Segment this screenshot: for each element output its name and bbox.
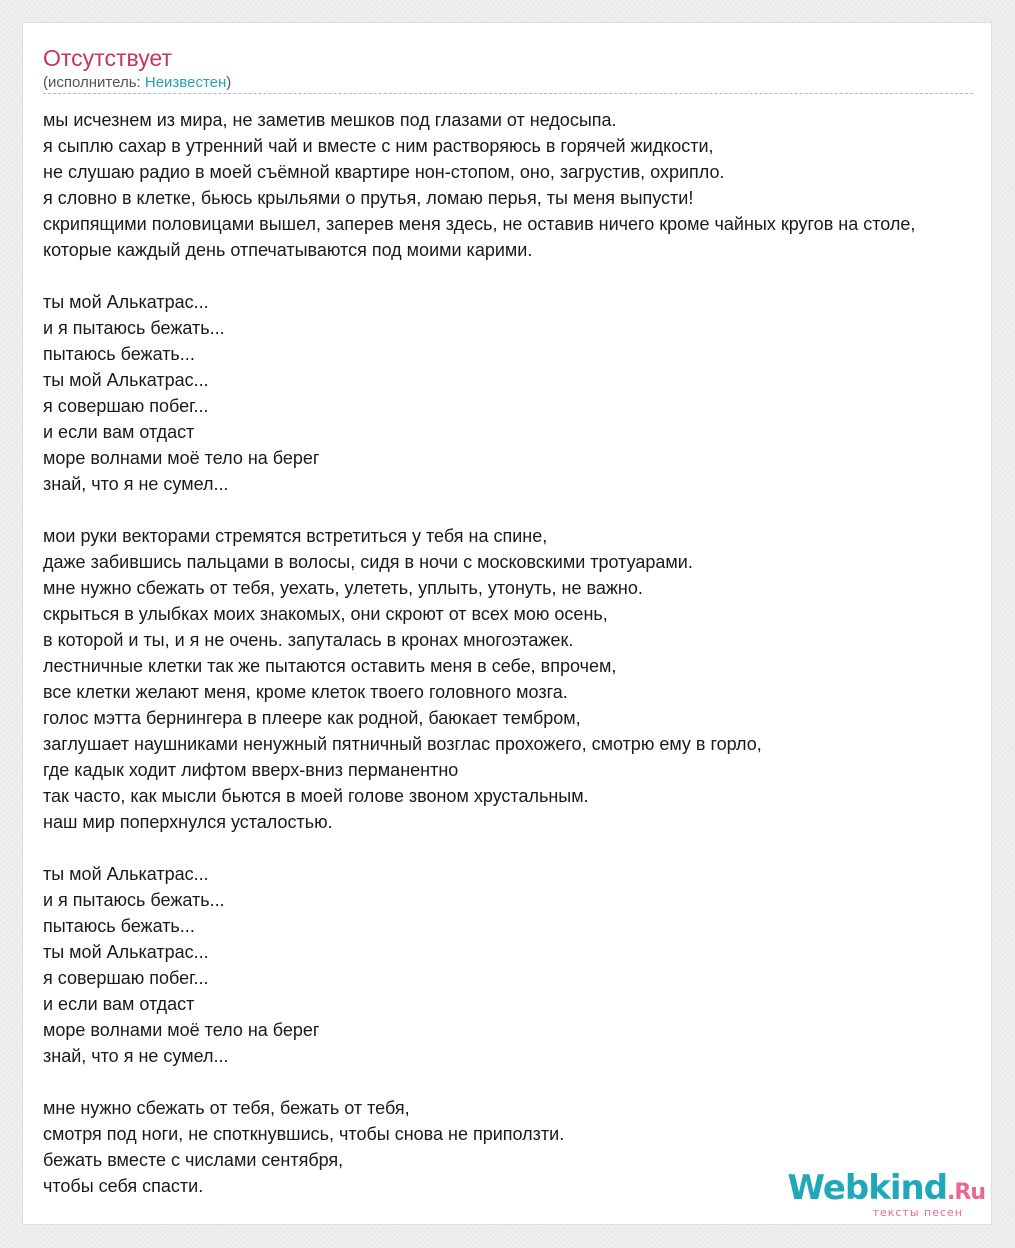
lyrics-line: я словно в клетке, бьюсь крыльями о прутья, ломаю перья, ты меня выпусти!	[43, 188, 694, 208]
lyrics-line: бежать вместе с числами сентября,	[43, 1150, 344, 1170]
lyrics-line: лестничные клетки так же пытаются оставить меня в себе, впрочем,	[43, 656, 617, 676]
lyrics-line: пытаюсь бежать...	[43, 344, 195, 364]
lyrics-line: и я пытаюсь бежать...	[43, 318, 225, 338]
lyrics-line: мои руки векторами стремятся встретиться у тебя на спине,	[43, 526, 548, 546]
lyrics-line: заглушает наушниками ненужный пятничный возглас прохожего, смотрю ему в горло,	[43, 734, 762, 754]
lyrics-line: смотря под ноги, не споткнувшись, чтобы снова не приползти.	[43, 1124, 565, 1144]
lyrics-line: ты мой Алькатрас...	[43, 292, 209, 312]
logo-name: Webkind	[787, 1168, 948, 1208]
lyrics-card	[22, 22, 992, 1225]
lyrics-blank-line	[43, 835, 992, 861]
lyrics-line: чтобы себя спасти.	[43, 1176, 204, 1196]
lyrics-line: скрипящими половицами вышел, заперев меня здесь, не оставив ничего кроме чайных кругов на столе,	[43, 214, 916, 234]
lyrics-text	[43, 107, 992, 1199]
lyrics-line: ты мой Алькатрас...	[43, 942, 209, 962]
lyrics-blank-line	[43, 497, 992, 523]
lyrics-line: и если вам отдаст	[43, 994, 195, 1014]
artist-suffix: )	[226, 74, 232, 91]
lyrics-line: мы исчезнем из мира, не заметив мешков под глазами от недосыпа.	[43, 110, 617, 130]
lyrics-line: ты мой Алькатрас...	[43, 864, 209, 884]
lyrics-line: наш мир поперхнулся усталостью.	[43, 812, 333, 832]
lyrics-line: и если вам отдаст	[43, 422, 195, 442]
lyrics-line: не слушаю радио в моей съёмной квартире нон-стопом, оно, загрустив, охрипло.	[43, 162, 725, 182]
lyrics-line: мне нужно сбежать от тебя, уехать, улететь, уплыть, утонуть, не важно.	[43, 578, 643, 598]
lyrics-blank-line	[43, 263, 992, 289]
lyrics-line: я совершаю побег...	[43, 396, 209, 416]
lyrics-line: в которой и ты, и я не очень. запуталась в кронах многоэтажек.	[43, 630, 574, 650]
lyrics-line: которые каждый день отпечатываются под моими карими.	[43, 240, 533, 260]
lyrics-line: скрыться в улыбках моих знакомых, они скроют от всех мою осень,	[43, 604, 608, 624]
lyrics-blank-line	[43, 1069, 992, 1095]
lyrics-line: мне нужно сбежать от тебя, бежать от тебя,	[43, 1098, 410, 1118]
lyrics-line: пытаюсь бежать...	[43, 916, 195, 936]
logo-wordmark	[788, 1170, 985, 1211]
artist-prefix: (исполнитель:	[43, 74, 145, 91]
lyrics-line: ты мой Алькатрас...	[43, 370, 209, 390]
logo-tagline: тексты песен	[872, 1206, 963, 1219]
artist-link[interactable]: Неизвестен	[144, 74, 227, 91]
lyrics-line: море волнами моё тело на берег	[43, 448, 320, 468]
lyrics-line: так часто, как мысли бьются в моей голове звоном хрустальным.	[43, 786, 589, 806]
artist-line	[43, 74, 231, 92]
lyrics-line: я сыплю сахар в утренний чай и вместе с ним растворяюсь в горячей жидкости,	[43, 136, 714, 156]
lyrics-line: где кадык ходит лифтом вверх-вниз перманентно	[43, 760, 459, 780]
lyrics-line: все клетки желают меня, кроме клеток твоего головного мозга.	[43, 682, 568, 702]
lyrics-line: знай, что я не сумел...	[43, 474, 229, 494]
site-logo[interactable]	[788, 1170, 985, 1218]
lyrics-line: голос мэтта бернингера в плеере как родной, баюкает тембром,	[43, 708, 581, 728]
lyrics-line: я совершаю побег...	[43, 968, 209, 988]
song-title: Отсутствует	[43, 45, 172, 71]
lyrics-line: и я пытаюсь бежать...	[43, 890, 225, 910]
title-divider	[43, 93, 973, 94]
lyrics-line: море волнами моё тело на берег	[43, 1020, 320, 1040]
logo-domain: .Ru	[947, 1180, 985, 1205]
lyrics-line: знай, что я не сумел...	[43, 1046, 229, 1066]
lyrics-line: даже забившись пальцами в волосы, сидя в ночи с московскими тротуарами.	[43, 552, 693, 572]
